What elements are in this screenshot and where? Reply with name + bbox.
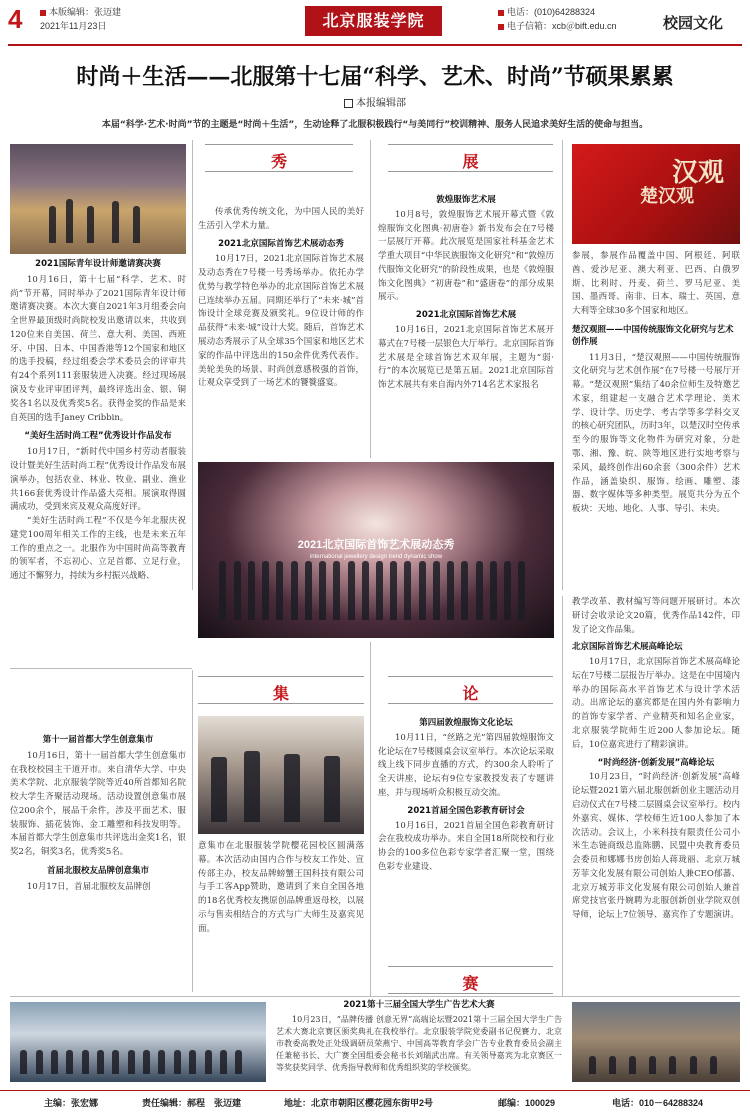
person-silhouette [36, 1050, 43, 1074]
col4-part2 [572, 596, 740, 923]
person-silhouette [447, 561, 454, 621]
category-heading-show: 秀 [270, 152, 287, 171]
person-silhouette [66, 199, 73, 243]
col1-part1 [10, 259, 186, 584]
square-bullet-icon [40, 10, 46, 16]
person-silhouette [133, 206, 140, 243]
person-silhouette [219, 561, 226, 621]
person-silhouette [235, 1050, 242, 1074]
paragraph: 10月8号，敦煌服饰艺术展开幕式暨《敦煌服饰文化图典·初唐卷》新书发布会在7号楼一层展厅开幕。此次展览是国家社科基金艺术学重大项目“中华民族服饰文化研究”和“敦煌历代服饰文化研究”的阶段性成果，也是《敦煌服饰文化图典》“初唐卷”和“盛唐卷”的部分成果展示。 [378, 209, 554, 303]
person-silhouette [649, 1056, 656, 1074]
col3-part2 [378, 718, 554, 875]
subheading: 敦煌服饰艺术展 [436, 195, 496, 205]
category-heading-exhibit: 展 [462, 152, 479, 171]
person-silhouette [262, 561, 269, 621]
rule [10, 996, 740, 997]
lead-paragraph: 本届“科学·艺术·时尚”节的主题是“时尚＋生活”，生动诠释了北服积极践行“与美同行”校训精神、服务人民追求美好生活的使命与担当。 [101, 120, 649, 130]
person-silhouette [112, 201, 119, 243]
subheading: 首届北服校友品牌创意集市 [46, 866, 149, 877]
contact-phone [498, 7, 595, 18]
bottom-article [276, 1000, 562, 1074]
person-silhouette [333, 561, 340, 621]
person-silhouette [189, 1050, 196, 1074]
category-heading-market: 集 [272, 684, 289, 703]
header-rule [8, 44, 742, 46]
subheading: 第四届敦煌服饰文化论坛 [419, 718, 513, 728]
column-divider [562, 596, 563, 996]
contact-email [498, 21, 617, 32]
column-divider [370, 642, 371, 996]
column-divider [562, 140, 563, 590]
calligraphy-text: 楚汉观 [640, 186, 694, 207]
subheading: “美好生活时尚工程”优秀设计作品发布 [24, 431, 172, 442]
photo-runway [10, 144, 186, 254]
subheading: 第十一届首都大学生创意集市 [42, 735, 154, 745]
section-name: 校园文化 [663, 14, 724, 32]
person-silhouette [276, 561, 283, 621]
person-silhouette [49, 206, 56, 243]
photo-gallery [572, 144, 740, 244]
person-silhouette [710, 1056, 717, 1074]
column-divider [192, 670, 193, 992]
editor-label: 本版编辑：张迈建 [49, 7, 122, 17]
person-silhouette [82, 1050, 89, 1074]
page-date: 2021年11月23日 [40, 21, 107, 31]
footer-address: 地址：北京市朝阳区樱花园东街甲2号 [284, 1098, 434, 1108]
subheading: 2021第十三届全国大学生广告艺术大赛 [343, 1000, 495, 1010]
square-bullet-icon [498, 24, 504, 30]
masthead [0, 0, 750, 46]
footer-chief: 主编：张宏娜 [44, 1098, 99, 1108]
person-silhouette [143, 1050, 150, 1074]
person-silhouette [609, 1056, 616, 1074]
paragraph: 传承优秀传统文化，为中国人民的美好生活引入学术力量。 [198, 207, 364, 231]
person-silhouette [348, 561, 355, 621]
person-silhouette [690, 1056, 697, 1074]
person-silhouette [490, 561, 497, 621]
photo-forum-hall [572, 1002, 740, 1082]
paragraph: 教学改革、教材编写等问题开展研讨。本次研讨会收录论文20篇，优秀作品142件，印发了论文作品集。 [572, 597, 740, 635]
person-silhouette [284, 754, 300, 822]
paragraph: 10月17日，首届北服校友品牌创 [27, 881, 151, 892]
person-silhouette [390, 561, 397, 621]
newspaper-logo: 北京服装学院 [305, 6, 442, 36]
person-silhouette [461, 561, 468, 621]
person-silhouette [629, 1056, 636, 1074]
paragraph: 10月17日，北京国际首饰艺术展高峰论坛在7号楼二层报告厅举办。这是在中国境内举办的国际高水平首饰艺术与设计学术活动。出席论坛的嘉宾都是在国内外有影响力的首饰专家学者、产业精英和知名企业家，北京服装学院师生近200人参加论坛。随后，10位嘉宾进行了精彩演讲。 [572, 657, 740, 750]
photo-creative-market [198, 716, 364, 834]
person-silhouette [51, 1050, 58, 1074]
person-silhouette [504, 561, 511, 621]
person-silhouette [589, 1056, 596, 1074]
subheading: 2021北京国际首饰艺术展动态秀 [218, 238, 344, 249]
subheading: 2021北京国际首饰艺术展 [415, 310, 517, 321]
stage-banner-subtitle: international jewellery design trend dynamic show [309, 553, 443, 560]
paragraph: 10月16日，2021北京国际首饰艺术展开幕式在7号楼一层银色大厅举行。北京国际首饰艺术展是全球首饰艺术双年展，主题为“弱·行”的本次展览已是第五届。2021北京国际首饰艺术展共有来自海内外714名艺术家报名 [378, 325, 554, 391]
column-divider [192, 140, 193, 590]
person-silhouette [66, 1050, 73, 1074]
paragraph: 10月17日，2021北京国际首饰艺术展及动态秀在7号楼一号秀场举办。依托办学优势与教学特色举办的北京国际首饰艺术展已连续举办五届。同期还举行了“未来·城”首饰设计全球竞赛及颁奖礼。9位设计师的作品获得“未来·城”设计大奖。随后，首饰艺术展动态秀展示了从全球35个国家和地区艺术家的作品中评选出的150余件优秀代表作。美轮美奂的场景、时尚创意感极强的首饰，让观众享受到了一场艺术的饕餮盛宴。 [198, 254, 364, 389]
paragraph: 意集市在北服服装学院樱花园校区圆满落幕。本次活动由国内合作与校友工作处、宣传部主办，校友品牌螃蟹王国科技有限公司与手工客App赞助，邀请到了来自全国各地的18名优秀校友携原创品牌重返母校，以展示与售卖相结合的方式与广大师生及嘉宾见面。 [198, 841, 364, 934]
person-silhouette [128, 1050, 135, 1074]
person-silhouette [362, 561, 369, 621]
category-heading-forum: 论 [462, 684, 479, 703]
col1-part2 [10, 735, 186, 895]
person-silhouette [244, 751, 260, 822]
byline [0, 94, 750, 109]
footer [0, 1090, 750, 1113]
person-silhouette [158, 1050, 165, 1074]
person-silhouette [205, 1050, 212, 1074]
page-editor [40, 7, 121, 18]
page-number: 4 [8, 4, 23, 34]
photo-award-group [10, 1002, 266, 1082]
person-silhouette [419, 561, 426, 621]
stage-banner-title: 2021北京国际首饰艺术展动态秀 [297, 538, 455, 551]
person-silhouette [234, 561, 241, 621]
paragraph: 10月17日，“新时代中国乡村劳动者服装设计暨美好生活时尚工程”优秀设计作品发布展演举办，包括农业、林业、牧业、副业、渔业共166套优秀设计作品盛大亮相。展演取得圆满成功，受到来宾及观众高度好评。 [10, 447, 186, 513]
rule [10, 668, 192, 669]
paragraph: 10月16日，第十七届“科学、艺术、时尚”节开幕，同时举办了2021国际青年设计师邀请赛决赛。本次大赛自2021年3月组委会向全世界最顶级时尚院校发出邀请以来，共收到120位来自美国、荷兰、意大利、美国、西班牙、中国、日本、中国香港等12个国家和地区的选手投稿，经过组委会学术委员会的评审共有24个系列111套服装进入决赛。经过现场展演及专业评审团评判，最终评选出金、银、铜奖各1名以及优秀奖5名。获得金奖的作品是来自英国的选手Janey Cribbin。 [10, 274, 186, 423]
phone-label: 电话：(010)64288324 [507, 7, 596, 17]
paragraph: 10月16日，第十一届首都大学生创意集市在我校校园主干道开市。来自清华大学、中央美术学院、北京服装学院等近40所首都知名院校大学生齐聚活动现场。活动设置创意集市展位200余个，展品千余件，涉及平面艺术、服装服饰、插花装饰、金工雕塑和科技发明等。本届首都大学生创意集市共评选出金奖1名，银奖2名，铜奖3名，优秀奖5名。 [10, 750, 186, 858]
person-silhouette [87, 206, 94, 243]
person-silhouette [518, 561, 525, 621]
square-bullet-icon [498, 10, 504, 16]
paragraph: 11月3日，“楚汉观照——中国传统服饰文化研究与艺术创作展”在7号楼一号展厅开幕。“楚汉观照”集结了40余位师生及特邀艺术家，组建起一支融合艺术学理论、美术学、设计学、历史学、考古学等多学科交叉的核心研究团队，历时3年，以楚汉时空传承至今的服饰等文化物件为研究对象，分赴鄂、湘、豫、皖、陕等地区进行实地考察与采风，最终创作出60余套（300余件）艺术作品，涵盖染织、服饰、绘画、雕塑、漆器、数字媒体等多种类型。展览共分为五个板块：天地、地化、人事、导引、未央。 [572, 352, 740, 515]
square-icon [344, 99, 353, 108]
person-silhouette [20, 1050, 27, 1074]
person-silhouette [112, 1050, 119, 1074]
paragraph: 10月23日，“时尚经济·创新发展”高峰论坛暨2021第六届北服创新创业主题活动月启动仪式在7号楼二层圆桌会议室举行。校内外嘉宾、媒体、学校师生近100人参加了本次活动。会议上，小米科技有限责任公司小米生态链商级总监陈鹏、民盟中央教育委员会委员和娜娜书房创始人蒋珑丽、北京万城芳菲文化发展有限公司创始人兼CEO郁蕃、北京万城芳菲文化发展有限公司创始人兼首席党技官张丹婉聘为北服创新创业学院双创导师，论坛上7位领导、嘉宾作了专题演讲。 [572, 772, 740, 921]
subheading: “时尚经济·创新发展”高峰论坛 [597, 757, 715, 768]
footer-postcode: 邮编：100029 [498, 1098, 556, 1108]
calligraphy-text: 汉观 [672, 158, 725, 188]
category-heading-contest: 赛 [462, 974, 479, 993]
paragraph: 10月16日，2021首届全国色彩教育研讨会在我校成功举办。来自全国18所院校和行业协会的100多位色彩专家学者汇聚一堂，围绕色彩专业建设、 [378, 820, 554, 872]
email-label: 电子信箱：xcb＠bift.edu.cn [507, 21, 617, 31]
col2-part2 [198, 840, 364, 936]
column-divider [370, 140, 371, 458]
person-silhouette [324, 756, 340, 822]
col2-part1 [198, 206, 364, 391]
person-silhouette [174, 1050, 181, 1074]
subheading: 楚汉观照——中国传统服饰文化研究与艺术创作展 [572, 324, 734, 347]
col3-part1 [378, 195, 554, 393]
paragraph: 参展，参展作品覆盖中国、阿根廷、阿联酋、爱沙尼亚、澳大利亚、巴西、白俄罗斯、比利时、丹麦、荷兰、罗马尼亚、美国、墨西哥、南非、日本、瑞士、英国、意大利等全球30多个国家和地区。 [572, 251, 740, 317]
footer-tel: 电话：010－64288324 [612, 1098, 704, 1108]
paragraph: 10月23日，“品牌传播 创意无界”高端论坛暨2021第十三届全国大学生广告艺术大赛北京赛区颁奖典礼在我校举行。北京服装学院党委副书记倪賽力、北京市教委高教处正处级调研员荣燕宁、中国高等教育学会广告专业教育委员会副主任兼秘书长、大广赛全国组委会秘书长刘瑞武出席。有关领导嘉宾为北京赛区一等奖获奖同学、优秀指导教师和优秀组织奖的学校颁奖。 [276, 1014, 562, 1072]
person-silhouette [220, 1050, 227, 1074]
person-silhouette [97, 1050, 104, 1074]
photo-jewelry-show [198, 462, 554, 638]
person-silhouette [376, 561, 383, 621]
col4-part1 [572, 250, 740, 517]
footer-editors: 责任编辑：郝程 张迈建 [142, 1098, 242, 1108]
person-silhouette [669, 1056, 676, 1074]
subheading: 2021首届全国色彩教育研讨会 [407, 805, 525, 816]
person-silhouette [248, 561, 255, 621]
person-silhouette [305, 561, 312, 621]
person-silhouette [211, 757, 227, 822]
subheading: 2021国际青年设计师邀请赛决赛 [35, 259, 161, 269]
subheading: 北京国际首饰艺术展高峰论坛 [572, 642, 683, 653]
person-silhouette [404, 561, 411, 621]
person-silhouette [319, 561, 326, 621]
headline: 时尚＋生活——北服第十七届“科学、艺术、时尚”节硕果累累 [76, 64, 674, 90]
person-silhouette [433, 561, 440, 621]
paragraph: “美好生活时尚工程”不仅是今年北服庆祝建党100周年相关工作的主线，也是未来五年工作的重点之一。北服作为中国时尚高等教育的领军者，不忘初心、立足首都、立足行业，通过不懈努力，持续为乡村振兴战略、 [10, 516, 186, 582]
byline-text: 本报编辑部 [356, 98, 406, 109]
person-silhouette [476, 561, 483, 621]
paragraph: 10月11日，“丝路之光”第四届敦煌服饰文化论坛在7号楼圆桌会议室举行。本次论坛采取线上线下同步直播的方式，约300余人聆听了全天讲座，论坛有9位专家教授发表了专题讲座，并与现场听众积极互动交流。 [378, 732, 554, 798]
person-silhouette [291, 561, 298, 621]
